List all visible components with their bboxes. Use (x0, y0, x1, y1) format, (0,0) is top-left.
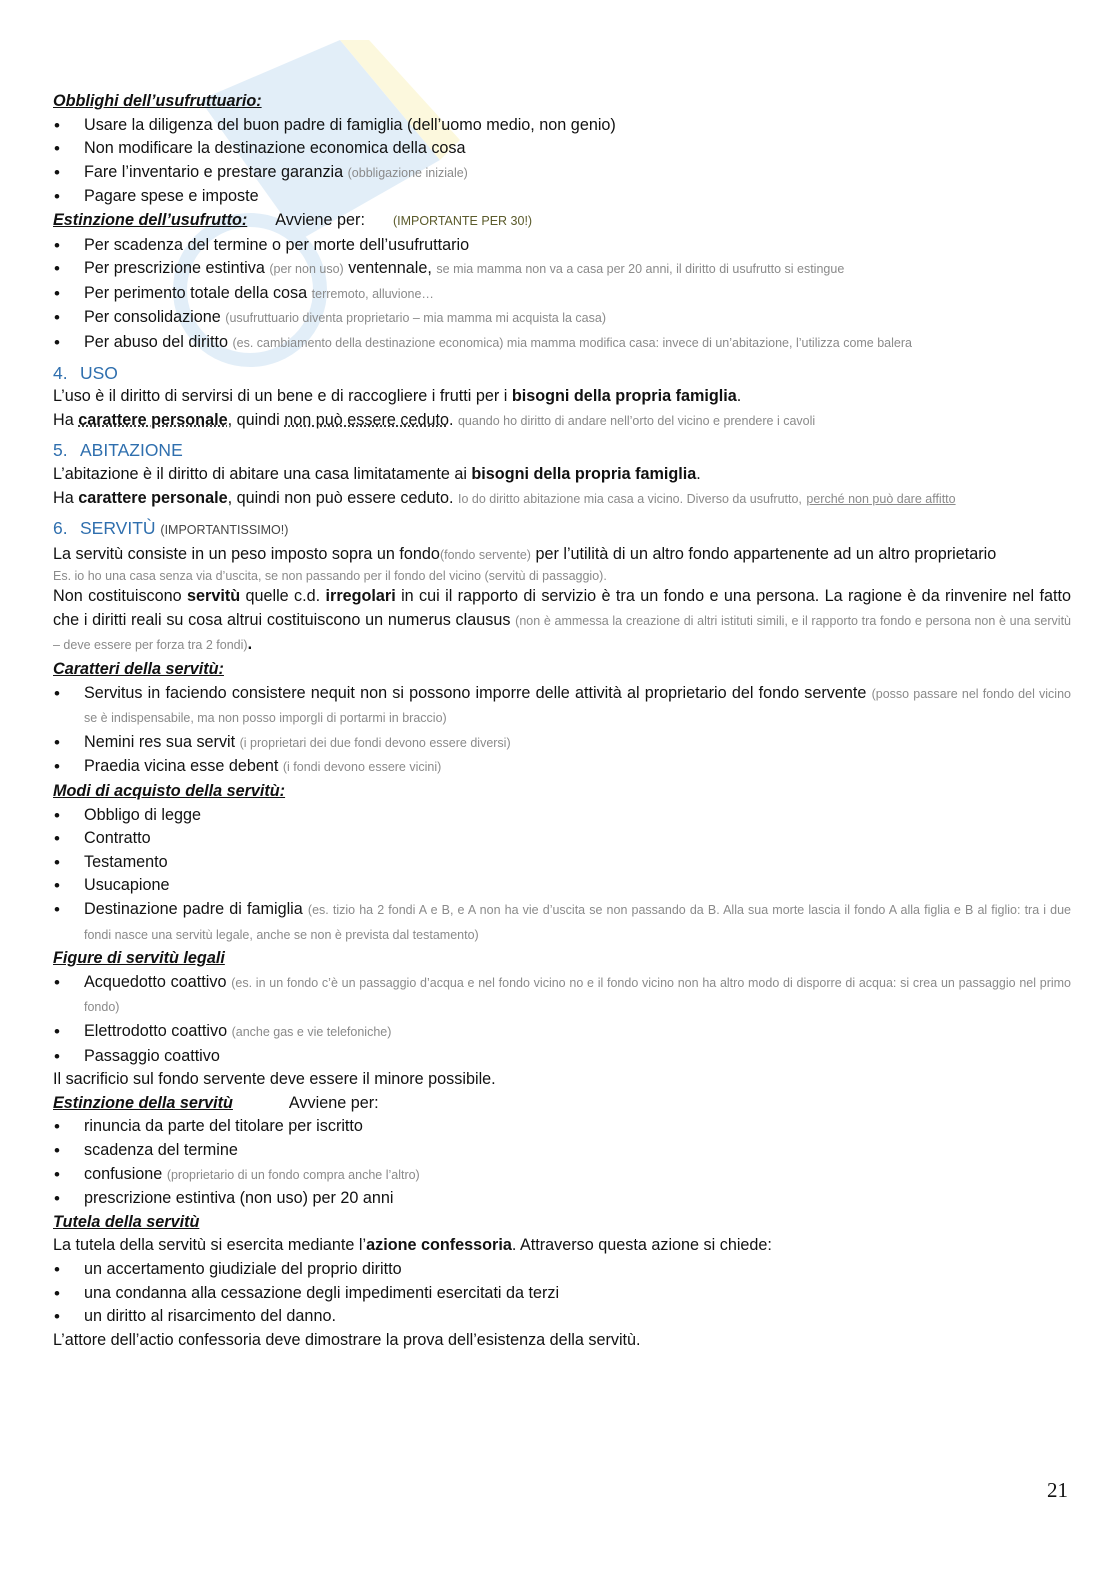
page-number: 21 (1047, 1478, 1068, 1502)
list-item: • Nemini res sua servit (i proprietari dei due fondi devono essere diversi) (53, 731, 1071, 756)
list-item: • Per consolidazione (usufruttuario diventa proprietario – mia mamma mi acquista la casa) (53, 306, 1071, 331)
list-item: • un accertamento giudiziale del proprio diritto (53, 1258, 1071, 1282)
list-item: • rinuncia da parte del titolare per iscritto (53, 1115, 1071, 1139)
list-item: • Obbligo di legge (53, 804, 1071, 828)
caratteri-heading: Caratteri della servitù: (53, 660, 224, 679)
list-item: • Non modificare la destinazione economica della cosa (53, 137, 1071, 161)
document-body (53, 90, 1071, 1352)
list-item: • Destinazione padre di famiglia (es. tizio ha 2 fondi A e B, e A non ha vie d’uscita se non passando da B. Alla sua morte lascia il fondo A alla figlia e B al figlio: tra i due fondi nasce una servitù legale, anche se non è prevista dal testamento) (53, 898, 1071, 947)
list-item: • Usare la diligenza del buon padre di famiglia (dell’uomo medio, non genio) (53, 114, 1071, 138)
figure-list (53, 971, 1071, 1068)
list-item: • Elettrodotto coattivo (anche gas e vie telefoniche) (53, 1020, 1071, 1045)
section-heading-servitu: 6. SERVITÙ (IMPORTANTISSIMO!) (53, 518, 289, 539)
servitu-paragraph-1: La servitù consiste in un peso imposto sopra un fondo(fondo servente) per l’utilità di un altro fondo appartenente ad un altro proprietario (53, 544, 997, 563)
list-item: • Servitus in faciendo consistere nequit non si possono imporre delle attività al proprietario del fondo servente (posso passare nel fondo del vicino se è indispensabile, ma non posso imporgli di portarmi in braccio) (53, 682, 1071, 731)
servitu-paragraph-2: Non costituiscono servitù quelle c.d. irregolari in cui il rapporto di servizio è tra un fondo e una persona. La ragione è da rinvenire nel fatto che i diritti reali su cosa altrui costituiscono un numerus clausus (non è ammessa la creazione di altri istituti simili, e il rapporto tra fondo e persona non è una servitù – deve essere per forza tra 2 fondi). (53, 587, 1071, 654)
abitazione-paragraph-2: Ha carattere personale, quindi non può essere ceduto. Io do diritto abitazione mia casa a vicino. Diverso da usufrutto, perché non può dare affitto (53, 488, 956, 507)
list-item: • Pagare spese e imposte (53, 185, 1071, 209)
list-item: • Per abuso del diritto (es. cambiamento della destinazione economica) mia mamma modifica casa: invece di un’abitazione, l’utilizza come balera (53, 331, 1071, 356)
tutela-after: L’attore dell’actio confessoria deve dimostrare la prova dell’esistenza della servitù. (53, 1330, 641, 1349)
list-item: • Per perimento totale della cosa terremoto, alluvione… (53, 282, 1071, 307)
modi-list (53, 804, 1071, 948)
list-item: • Fare l’inventario e prestare garanzia (obbligazione iniziale) (53, 161, 1071, 186)
estinzione-servitu-heading: Estinzione della servitù Avviene per: (53, 1093, 379, 1112)
list-item: • confusione (proprietario di un fondo compra anche l’altro) (53, 1163, 1071, 1188)
list-item: • Praedia vicina esse debent (i fondi devono essere vicini) (53, 755, 1071, 780)
obblighi-list (53, 114, 1071, 209)
obblighi-heading: Obblighi dell’usufruttuario: (53, 92, 262, 110)
estinzione-usufrutto-heading: Estinzione dell’usufrutto: Avviene per: (IMPORTANTE PER 30!) (53, 210, 533, 229)
tutela-list (53, 1258, 1071, 1329)
list-item: • Passaggio coattivo (53, 1045, 1071, 1069)
list-item: • Testamento (53, 851, 1071, 875)
list-item: • Acquedotto coattivo (es. in un fondo c’è un passaggio d’acqua e nel fondo vicino no e il fondo vicino non ha altro modo di disporre di acqua: si crea un passaggio nel primo fondo) (53, 971, 1071, 1020)
list-item: • Usucapione (53, 874, 1071, 898)
list-item: • Per prescrizione estintiva (per non uso) ventennale, se mia mamma non va a casa per 20 anni, il diritto di usufrutto si estingue (53, 257, 1071, 282)
figure-after: Il sacrificio sul fondo servente deve essere il minore possibile. (53, 1070, 496, 1089)
list-item: • scadenza del termine (53, 1139, 1071, 1163)
section-heading-uso: 4. USO (53, 362, 118, 383)
list-item: • una condanna alla cessazione degli impedimenti esercitati da terzi (53, 1282, 1071, 1306)
estinzione-servitu-list (53, 1115, 1071, 1210)
figure-heading: Figure di servitù legali (53, 949, 225, 968)
section-heading-abitazione: 5. ABITAZIONE (53, 440, 183, 461)
list-item: • Contratto (53, 827, 1071, 851)
uso-paragraph-2: Ha carattere personale, quindi non può essere ceduto. quando ho diritto di andare nell’orto del vicino e prendere i cavoli (53, 410, 816, 429)
list-item: • Per scadenza del termine o per morte dell’usufruttario (53, 234, 1071, 258)
tutela-paragraph: La tutela della servitù si esercita mediante l’azione confessoria. Attraverso questa azione si chiede: (53, 1236, 772, 1255)
caratteri-list (53, 682, 1071, 780)
estinzione-usufrutto-list (53, 234, 1071, 356)
list-item: • prescrizione estintiva (non uso) per 20 anni (53, 1187, 1071, 1211)
abitazione-paragraph-1: L’abitazione è il diritto di abitare una casa limitatamente ai bisogni della propria famiglia. (53, 464, 701, 483)
tutela-heading: Tutela della servitù (53, 1212, 200, 1231)
uso-paragraph-1: L’uso è il diritto di servirsi di un bene e di raccogliere i frutti per i bisogni della propria famiglia. (53, 387, 742, 406)
servitu-example: Es. io ho una casa senza via d’uscita, se non passando per il fondo del vicino (servitù di passaggio). (53, 569, 607, 584)
list-item: • un diritto al risarcimento del danno. (53, 1305, 1071, 1329)
modi-heading: Modi di acquisto della servitù: (53, 782, 286, 801)
